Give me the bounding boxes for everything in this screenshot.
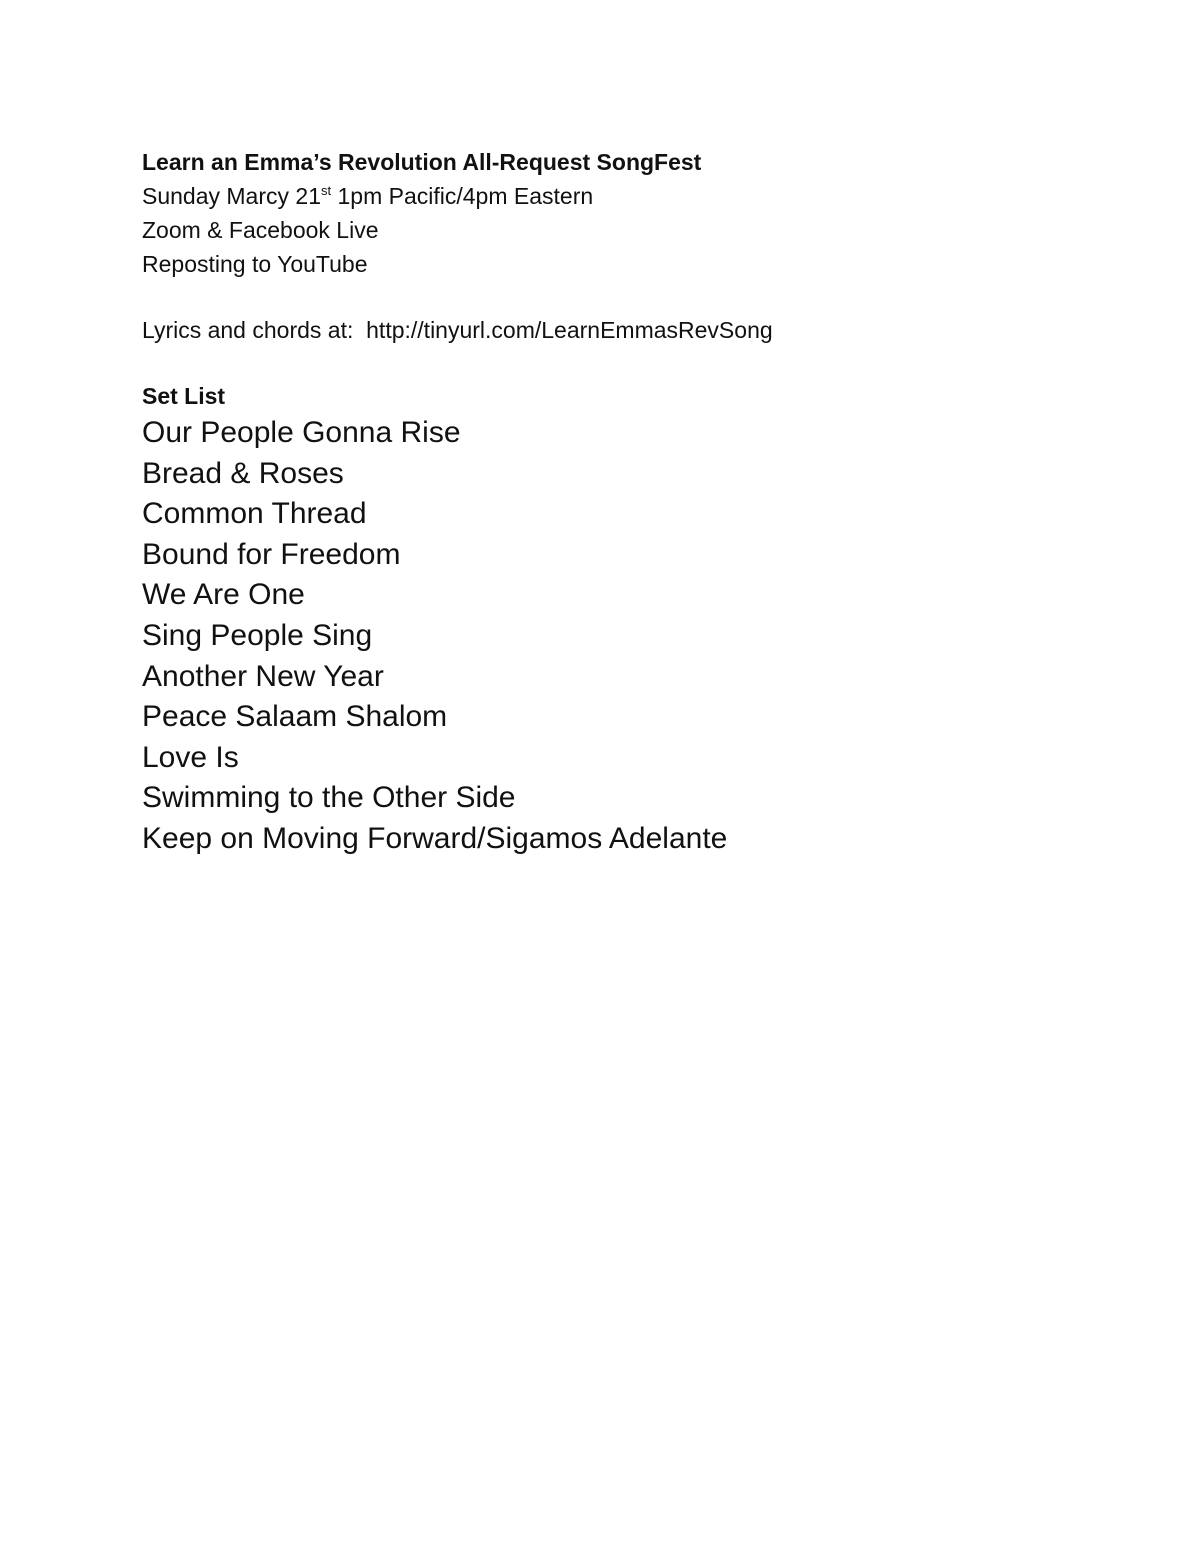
event-repost: Reposting to YouTube — [142, 251, 368, 277]
song-item: Common Thread — [142, 497, 367, 531]
song-item: Sing People Sing — [142, 618, 373, 652]
song-item: Swimming to the Other Side — [142, 781, 516, 815]
event-date-prefix: Sunday Marcy 21 — [142, 183, 321, 209]
document-page — [142, 145, 1142, 860]
song-item: Bread & Roses — [142, 456, 344, 490]
song-item: Our People Gonna Rise — [142, 416, 461, 449]
spacer — [142, 347, 1142, 379]
event-title: Learn an Emma’s Revolution All-Request SongFest — [142, 149, 702, 175]
song-item: Another New Year — [142, 659, 384, 693]
event-date-ordinal: st — [320, 183, 332, 198]
song-item: We Are One — [142, 578, 305, 612]
lyrics-line — [142, 313, 1142, 347]
setlist-heading: Set List — [142, 383, 226, 409]
lyrics-label: Lyrics and chords at: — [142, 317, 367, 343]
spacer — [142, 281, 1142, 313]
song-item: Bound for Freedom — [142, 537, 401, 571]
lyrics-url[interactable]: http://tinyurl.com/LearnEmmasRevSong — [366, 317, 773, 343]
song-item: Love Is — [142, 740, 239, 774]
song-item: Peace Salaam Shalom — [142, 700, 448, 734]
event-date — [142, 179, 1142, 213]
song-item: Keep on Moving Forward/Sigamos Adelante — [142, 821, 728, 855]
setlist — [142, 413, 1142, 860]
event-platforms: Zoom & Facebook Live — [142, 217, 379, 243]
event-date-time: 1pm Pacific/4pm Eastern — [331, 183, 594, 209]
